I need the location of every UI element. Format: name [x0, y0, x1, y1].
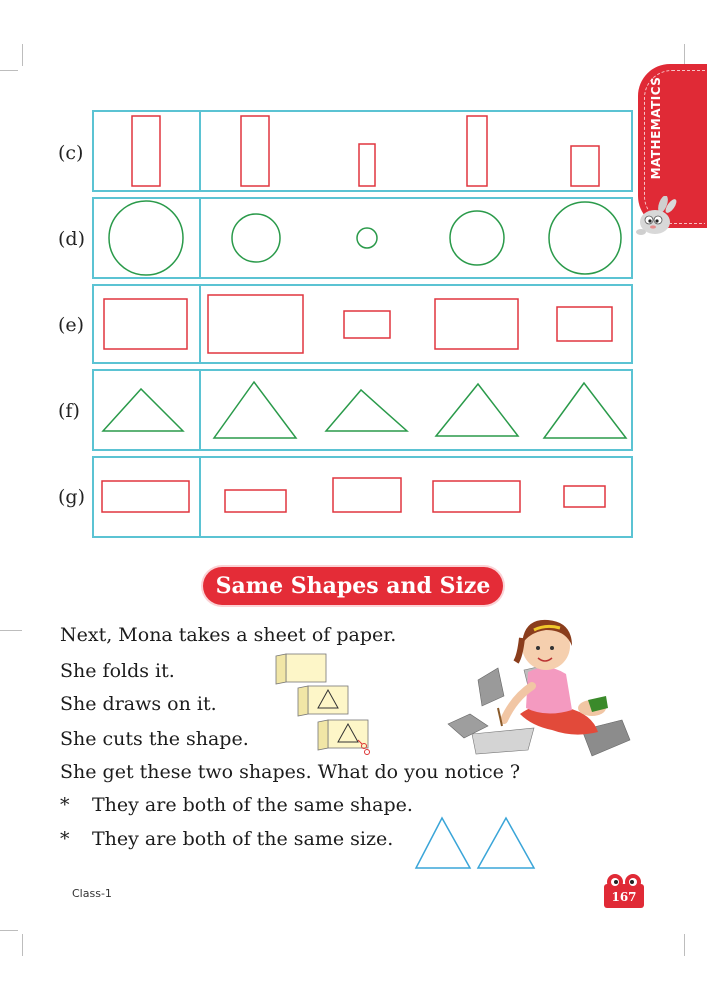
page-number: 167	[611, 890, 637, 904]
crop-mark	[0, 930, 18, 931]
triangle-shape	[416, 818, 470, 868]
row-label-d: (d)	[58, 228, 85, 250]
story-line: Next, Mona takes a sheet of paper.	[60, 624, 397, 646]
bullet-text: They are both of the same shape.	[92, 794, 413, 816]
row-label-f: (f)	[58, 400, 80, 422]
rectangle-shape	[333, 478, 401, 512]
rectangle-shape	[344, 311, 390, 338]
rectangle-shape	[132, 116, 160, 186]
triangle-shape	[103, 389, 183, 431]
bullet-marker: *	[60, 794, 70, 816]
rectangle-shape	[433, 481, 520, 512]
row-label-c: (c)	[58, 142, 84, 164]
story-line: She get these two shapes. What do you notice ?	[60, 761, 521, 783]
folded-paper-illustration	[272, 652, 382, 762]
rectangle-shape	[564, 486, 605, 507]
section-heading: Same Shapes and Size	[203, 567, 503, 605]
rectangle-shape	[359, 144, 375, 186]
row-label-g: (g)	[58, 486, 85, 508]
crop-mark	[684, 934, 685, 956]
story-line: She cuts the shape.	[60, 728, 249, 750]
circle-shape	[549, 202, 621, 274]
triangle-shape	[214, 382, 296, 438]
triangle-shape	[436, 384, 518, 436]
rectangle-shape	[557, 307, 612, 341]
story-line: She folds it.	[60, 660, 175, 682]
rectangle-shape	[104, 299, 187, 349]
side-tab-label: MATHEMATICS	[649, 76, 663, 180]
rectangle-shape	[208, 295, 303, 353]
triangle-shape	[326, 390, 407, 431]
circle-shape	[109, 201, 183, 275]
triangle-shape	[478, 818, 534, 868]
girl-with-papers-illustration	[442, 616, 637, 766]
crop-mark	[22, 934, 23, 956]
rectangle-shape	[102, 481, 189, 512]
two-identical-triangles	[412, 814, 542, 874]
rectangle-shape	[225, 490, 286, 512]
circle-shape	[232, 214, 280, 262]
class-label: Class-1	[72, 887, 112, 900]
circle-shape	[357, 228, 377, 248]
story-line: She draws on it.	[60, 693, 217, 715]
bullet-marker: *	[60, 828, 70, 850]
crop-mark	[0, 630, 22, 631]
row-label-e: (e)	[58, 314, 85, 336]
bullet-text: They are both of the same size.	[92, 828, 394, 850]
rectangle-shape	[435, 299, 518, 349]
rectangle-shape	[571, 146, 599, 186]
triangle-shape	[544, 383, 626, 438]
circle-shape	[450, 211, 504, 265]
rectangle-shape	[241, 116, 269, 186]
rectangle-shape	[467, 116, 487, 186]
